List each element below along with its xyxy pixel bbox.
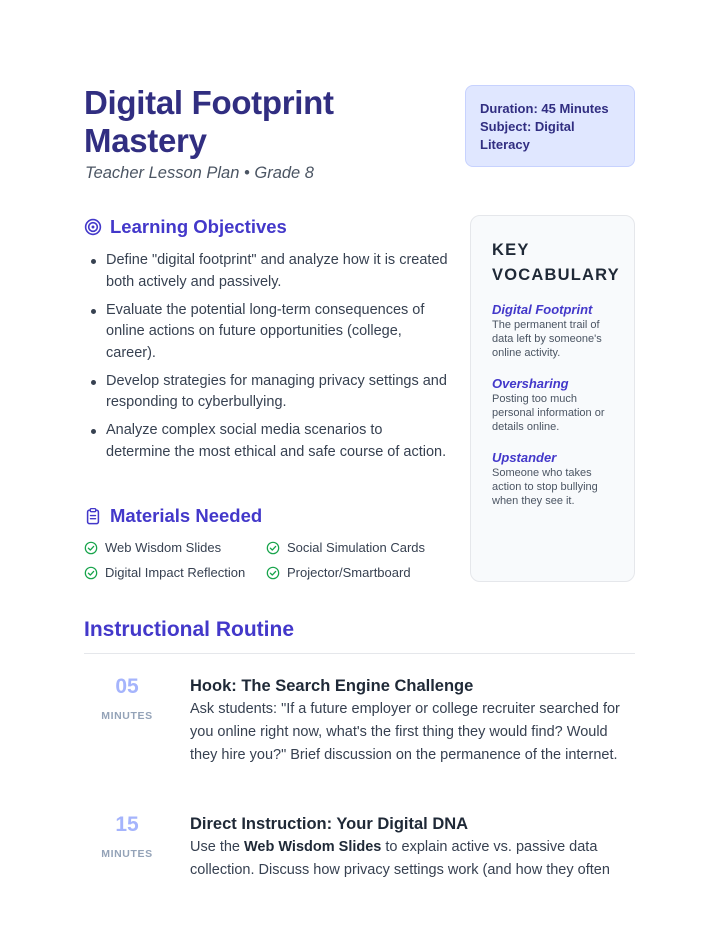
list-item — [266, 539, 444, 556]
check-circle-icon — [266, 541, 280, 555]
objectives-heading — [84, 216, 287, 238]
material-label: Web Wisdom Slides — [105, 540, 222, 555]
check-circle-icon — [84, 541, 98, 555]
list-item: Analyze complex social media scenarios to determine the most ethical and safe course of action. — [88, 420, 448, 463]
objectives-heading-label: Learning Objectives — [110, 216, 287, 237]
vocabulary-card — [470, 215, 635, 582]
check-circle-icon — [266, 566, 280, 580]
step-minutes: 05 — [115, 675, 139, 698]
step-title: Direct Instruction: Your Digital DNA — [190, 815, 469, 833]
vocabulary-heading: KEY VOCABULARY — [492, 241, 620, 284]
step-description-bold: Web Wisdom Slides — [244, 839, 382, 855]
vocab-definition: Someone who takes action to stop bullying when they see it. — [492, 467, 598, 507]
vocab-term: Oversharing — [492, 376, 569, 391]
vocab-definition: Posting too much personal information or details online. — [492, 393, 605, 433]
step-body — [190, 813, 635, 882]
objectives-list — [88, 250, 448, 470]
step-body — [190, 675, 635, 767]
step-description — [190, 836, 635, 882]
vocab-term: Upstander — [492, 450, 557, 465]
duration-label: Duration: 45 Minutes — [480, 101, 609, 116]
page-subtitle: Teacher Lesson Plan • Grade 8 — [85, 164, 314, 182]
materials-heading-label: Materials Needed — [110, 505, 263, 526]
list-item: Evaluate the potential long-term consequences of online actions on future opportunities (college, career). — [88, 300, 448, 365]
section-divider — [84, 653, 635, 654]
step-title: Hook: The Search Engine Challenge — [190, 677, 474, 695]
check-circle-icon — [84, 566, 98, 580]
list-item — [84, 564, 266, 581]
vocab-definition: The permanent trail of data left by someone's online activity. — [492, 319, 602, 359]
page-title: Digital Footprint Mastery — [84, 84, 334, 159]
list-item: Develop strategies for managing privacy settings and responding to cyberbullying. — [88, 371, 448, 414]
step-description-text: Use the — [190, 839, 244, 855]
material-label: Projector/Smartboard — [287, 565, 411, 580]
material-label: Social Simulation Cards — [287, 540, 426, 555]
list-item — [84, 539, 266, 556]
step-description: Ask students: "If a future employer or college recruiter searched for you online right now, what's the first thing they would find? Would they hire you?" Brief discussion on the permanence of the internet. — [190, 701, 620, 763]
material-label: Digital Impact Reflection — [105, 565, 246, 580]
clipboard-icon — [84, 507, 102, 525]
step-minutes-unit: MINUTES — [101, 848, 153, 860]
list-item — [266, 564, 444, 581]
step-minutes: 15 — [115, 813, 139, 836]
step-minutes-unit: MINUTES — [101, 710, 153, 722]
materials-list — [84, 539, 444, 581]
lesson-meta-box — [465, 85, 635, 167]
vocab-term: Digital Footprint — [492, 302, 593, 317]
list-item: Define "digital footprint" and analyze how it is created both actively and passively. — [88, 250, 448, 293]
routine-heading: Instructional Routine — [84, 618, 294, 641]
step-description-text: to explain active vs. passive data collection. Discuss how privacy settings work (and how they often — [190, 839, 610, 878]
subject-label: Subject: Digital Literacy — [480, 119, 575, 152]
materials-heading — [84, 505, 262, 527]
target-icon — [84, 218, 102, 236]
